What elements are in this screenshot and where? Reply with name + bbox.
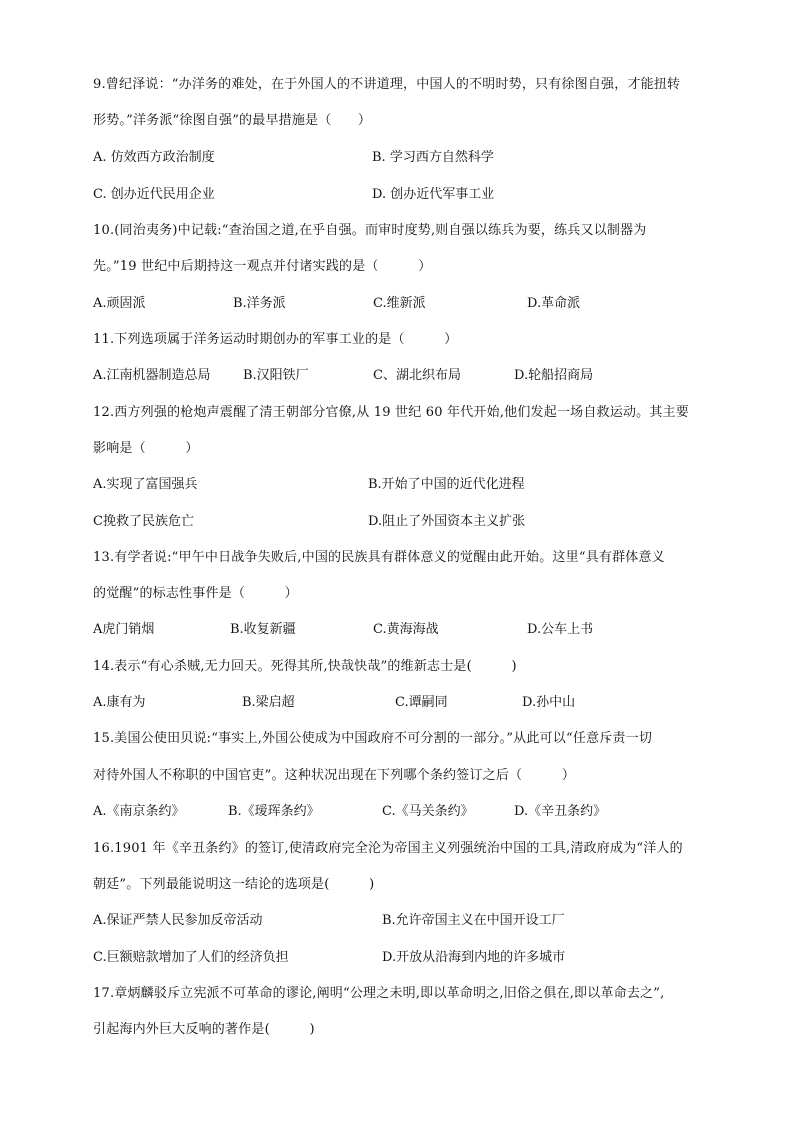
q9-option-a: A. 仿效西方政治制度	[93, 150, 215, 165]
q12-option-c: C挽救了民族危亡	[93, 514, 194, 529]
q10-stem-line-2: 先。”19 世纪中后期持这一观点并付诸实践的是（ ）	[93, 259, 432, 274]
q13-option-d: D.公车上书	[527, 622, 594, 637]
q14-option-d: D.孙中山	[522, 695, 576, 710]
q9-option-c: C. 创办近代民用企业	[93, 187, 215, 202]
q12-option-d: D.阻止了外国资本主义扩张	[368, 514, 526, 529]
q15-option-c: C.《马关条约》	[382, 804, 474, 819]
q13-option-c: C.黄海海战	[373, 622, 439, 637]
q16-option-a: A.保证严禁人民参加反帝活动	[93, 913, 263, 928]
q9-stem-line-2: 形势。”洋务派“徐图自强”的最早措施是（ ）	[93, 113, 372, 128]
q9-stem-line-1: 9.曾纪泽说：“办洋务的难处，在于外国人的不讲道理，中国人的不明时势，只有徐图自强，才能扭转	[93, 77, 681, 92]
q10-option-b: B.洋务派	[233, 296, 286, 311]
q16-stem-line-2: 朝廷”。下列最能说明这一结论的选项是( )	[93, 877, 375, 892]
q12-option-a: A.实现了富国强兵	[93, 477, 198, 492]
q12-stem-line-1: 12.西方列强的枪炮声震醒了清王朝部分官僚,从 19 世纪 60 年代开始,他们发起一场自救运动。其主要	[93, 405, 689, 420]
q16-stem-line-1: 16.1901 年《辛丑条约》的签订,使清政府完全沦为帝国主义列强统治中国的工具,清政府成为“洋人的	[93, 841, 683, 856]
q9-option-d: D. 创办近代军事工业	[372, 187, 495, 202]
q15-option-d: D.《辛丑条约》	[514, 804, 607, 819]
q11-option-a: A.江南机器制造总局	[93, 368, 211, 383]
q12-option-b: B.开始了中国的近代化进程	[368, 477, 525, 492]
q16-option-c: C.巨额赔款增加了人们的经济负担	[93, 950, 289, 965]
q11-option-d: D.轮船招商局	[514, 368, 594, 383]
q16-option-d: D.开放从沿海到内地的许多城市	[382, 950, 566, 965]
q13-option-b: B.收复新疆	[230, 622, 296, 637]
q15-option-a: A.《南京条约》	[93, 804, 185, 819]
q13-stem-line-1: 13.有学者说:“甲午中日战争失败后,中国的民族具有群体意义的觉醒由此开始。这里“具有群体意义	[93, 550, 665, 565]
q11-option-c: C、湖北织布局	[373, 368, 461, 383]
q9-option-b: B. 学习西方自然科学	[372, 150, 494, 165]
q13-stem-line-2: 的觉醒”的标志性事件是（ ）	[93, 586, 298, 601]
q17-stem-line-1: 17.章炳麟驳斥立宪派不可革命的谬论,阐明“公理之未明,即以革命明之,旧俗之俱在,即以革命去之”,	[93, 986, 665, 1001]
q14-stem-line-1: 14.表示“有心杀贼,无力回天。死得其所,快哉快哉”的维新志士是( )	[93, 659, 517, 674]
q15-stem-line-1: 15.美国公使田贝说:“事实上,外国公使成为中国政府不可分割的一部分。”从此可以“任意斥责一切	[93, 731, 653, 746]
q14-option-b: B.梁启超	[242, 695, 295, 710]
q10-option-d: D.革命派	[527, 296, 581, 311]
q14-option-a: A.康有为	[93, 695, 146, 710]
q10-option-a: A.顽固派	[93, 296, 146, 311]
q16-option-b: B.允许帝国主义在中国开设工厂	[382, 913, 565, 928]
q10-stem-line-1: 10.(同治夷务)中记载:“查治国之道,在乎自强。而审时度势,则自强以练兵为要，练兵又以制器为	[93, 223, 647, 238]
q14-option-c: C.谭嗣同	[395, 695, 448, 710]
q13-option-a: A虎门销烟	[93, 622, 155, 637]
q11-option-b: B.汉阳铁厂	[243, 368, 309, 383]
q17-stem-line-2: 引起海内外巨大反响的著作是( )	[93, 1022, 315, 1037]
q15-option-b: B.《瑷珲条约》	[228, 804, 320, 819]
q11-stem-line-1: 11.下列选项属于洋务运动时期创办的军事工业的是（ ）	[93, 332, 458, 347]
q10-option-c: C.维新派	[373, 296, 426, 311]
q12-stem-line-2: 影响是（ ）	[93, 441, 199, 456]
q15-stem-line-2: 对待外国人不称职的中国官吏”。这种状况出现在下列哪个条约签订之后（ ）	[93, 768, 576, 783]
